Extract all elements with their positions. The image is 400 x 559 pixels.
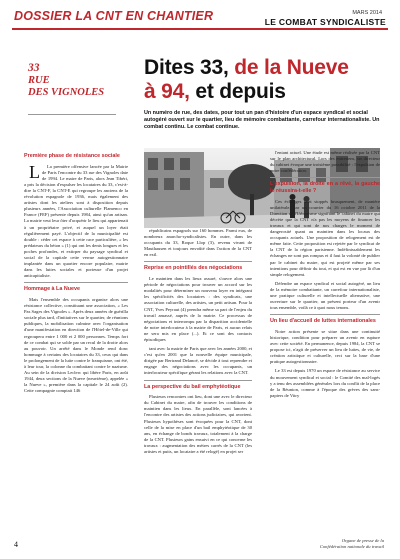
title-part-1: Dites 33, (144, 56, 235, 79)
article-kicker (28, 62, 116, 100)
paragraph (144, 346, 252, 376)
subheading-hommage: Hommage à La Nueve (24, 282, 128, 293)
subheading-accueil: Un lieu d'accueil de luttes internationales (270, 314, 380, 325)
article-column-2 (144, 228, 252, 458)
paragraph-text: Défendre un espace syndical et social autogéré, un lieu de la mémoire combattante, un carrefour internationaliste, une pratique culturelle et intellectuelle alternative, une ouverture sur le quartier, un présent porteur d'un avenir tous ensemble, voilà ce à quoi nous tenons. (270, 280, 380, 311)
footer-credit-line-2: Confédération nationale du travail (319, 543, 384, 549)
article-lead: Un numéro de rue, des dates, pour tout un pan d'histoire d'un espace syndical et social autogéré ouvert sur le quartier, lieu de mémoire combattante, carrefour internationaliste. Un combat continu. Le combat continue. (144, 110, 380, 131)
article-column-3 (270, 150, 380, 402)
paragraph (144, 394, 252, 455)
article-title (144, 56, 392, 104)
publication-name: LE COMBAT SYNDICALISTE (264, 17, 386, 27)
title-part-2: de la Nueve (234, 56, 349, 79)
paragraph (270, 150, 380, 174)
paragraph (270, 199, 380, 278)
page-number: 4 (14, 540, 18, 549)
paragraph-text: Mais l'ensemble des occupants organise alors une résistance collective, constituant une association, « Les Pas Sages des Vignoles ». Après deux années de guérilla sociale plus tard, d'initiatives sur le quartier, de réunions publiques, la mobilisation culmine avec l'organisation d'une manifestation en direction de l'Hôtel-de-Ville qui regroupera entre 1 000 et 2 000 personnes. Temps fort de ce combat qui se solde par un recul de la droite alors au pouvoir. Un arrêté dans le Monde rend donc hommage à certains des locataires du 33, ceux qui dans le prolongement de la lutte contre le franquisme, ont été, à leur tour, la colonne du combattant contre le nazisme. Au sein de la division Leclerc qui libère Paris, en août 1944, deux sections de la Nueve (neuvième), appelée « la Nueve », première dans la capitale le 24 août (2). Cette compagnie comptait 146 (24, 296, 128, 394)
paragraph-text: Le maintien dans les lieux assuré, s'ouvre alors une période de négociations pour trouver un accord sur les modalités pour déterminer un nouveau loyer en intégrant les spécificités des locataires : des syndicats, une association culturelle, des artistes, un petit artisan. Pour la CNT, Yves Peyraut (4) prendra même sa part de l'enjeu du travail amassé, auprès de la mairie. Ce processus de négociations et interrompu par la disparition accidentelle de notre interlocuteur à la mairie de Paris, et aucun relais ne sera mis en place (...). Et ce sont des contacts épisodiques (144, 276, 252, 342)
title-part-4: et depuis (195, 80, 286, 103)
paragraph-text: La première offensive lancée par la Mairie de Paris l'encontre du 33 rue des Vignoles date de 1994. Le maire de Paris, alors Jean Tibéri, a pris la décision d'expulser les locataires du 33, c'est-à-dire la CNT-F, la CNT-E qui regroupe les anciens de la révolution espagnole de 1936, mais également des artistes dont les ateliers sont à disposition depuis plusieurs années, l'Association culturelle Flamenco en France (FEF) présente depuis 1984, ainsi qu'un artisan. La mairie veut leur ôter d'acquérir le lieu qui appartenait à un propriétaire privé, et auquel un loyer était régulièrement payé. L'objectif de la municipalité est double : céder cet espace à cette race particulière, « les prédateurs du béton » (1) qui ont les dents longues et les poches profondes, et extirper du paysage syndical et social de la capitale cette verrue autogestionnaire implantée dans un quartier encore populaire, mairie dans les luttes sociales et porteuse d'un projet anticapitaliste. (24, 163, 128, 279)
kicker-street: DES VIGNOLES (28, 87, 105, 98)
paragraph (270, 329, 380, 366)
subheading-negociations: Reprise en pointillés des négociations (144, 261, 252, 272)
kicker-number: 33 (28, 62, 40, 74)
kicker-rue: RUE (28, 74, 50, 86)
paragraph (24, 297, 128, 395)
paragraph-text: Plusieurs rencontres ont lieu, dont une avec le directeur du Cabinet du maire, afin de trouver les conditions de maintien dans les lieux. En parallèle, sont lancées à l'encontre des artistes des actions judiciaires, qui avortent. Plusieurs hypothèses sont évoquées pour la CNT, dont celle de la mise en place d'un bail emphytéotique de 30 ans, en échange de bonds travaux, totalement à la charge de la CNT. Plusieurs gains ensuivi en ce qui concerne les travaux : augmentation des métres carrés de la CNT (les artistes et puits, un locataire a été relogé) en projet ser (144, 394, 252, 454)
issue-date: MARS 2014 (352, 10, 382, 16)
article-column-1 (24, 150, 128, 397)
header-rule (12, 28, 388, 30)
paragraph (24, 161, 128, 280)
paragraph-text: Le 33 est depuis 1970 un espace de résistance au service du mouvement syndical et social : le Comité des mal-logés y a tenu des assemblées générales lors du conflit de la place de la Réunion, comme à l'époque des grèves des sans-papiers de Vitry (270, 368, 380, 398)
paragraph (144, 228, 252, 258)
kicker-rule (28, 114, 116, 115)
paragraph (270, 368, 380, 398)
subheading-bail: La perspective du bail emphytéotique (144, 380, 252, 391)
paragraph-text: Ces échanges sont stoppés brusquement, de manière unilatérale, par un courrier du 16 octobre 2011 de la Direction de l'Urbanisme signifiant le cabinet du maire qui décrète que la CNT n'a pas les moyens de financer les travaux et qui sont de nos charges le moment de dangerosité quant au maintien dans les locaux des occupants actuels. Une proposition de relogement est de même faite. Cette proposition est rejetée par le syndicat de la CNT de la région parisienne. Indéfinissablement les échanges ne sont pas rompus et il faut la volonté de publier par le cabinet du maire, qui est projeté même par ses intentions pour définir du tout, et qui est en vue par là d'un simple relogement. (270, 198, 380, 277)
subheading-expulsion: L'expulsion, la droite en a rêvé, la gauche le réussira-t-elle ? (270, 177, 380, 194)
paragraph (144, 276, 252, 343)
paragraph-text: l'entant actuel. Une étude est même réalisée par la CNT sur le plan architectural. Lors des entretiens, un directeur du cabinet évoque une troisième possibilité : l'expulsion de notre confédération. (270, 150, 380, 174)
paragraph (270, 281, 380, 311)
paragraph-text: républicains espagnols sur 160 hommes. Parmi eux, de nombreux anarcho-syndicalistes. En outre, dans les occupants du 33, Roque Llop (3), revenu vivant de Mauthausen et toujours envoûté dans l'action de la CNT en exil. (144, 228, 252, 258)
subheading-resistance: Première phase de résistance sociale (24, 153, 120, 159)
paragraph-text: tant avec la mairie de Paris que avec les années 2000, et c'est qu'en 2001 que la nouvelle équipe municipale, dirigée par Bertrand Delanoë, se décide à tout reprendre et engage des négociations avec les occupants, un interlocuteur spécifique gérant les relations avec la CNT. (144, 346, 252, 376)
title-part-3: à 94, (144, 80, 196, 103)
section-heading: DOSSIER LA CNT EN CHANTIER (14, 9, 214, 23)
paragraph-text: Notre action présente se situe dans une continuité historique, condition pour préparer un avenir en rupture avec cette société. En permanence, depuis 1984, la CNT se propose ici, n'agit de préserver un lieu de luttes, de vie, de création artistique et culturelle, ceci sur la base d'une pratique autogestionnaire. (270, 328, 380, 365)
footer-credit (274, 538, 384, 549)
dropcap: L (29, 161, 40, 182)
footer-credit-line-1: Organe de presse de la (341, 538, 384, 543)
